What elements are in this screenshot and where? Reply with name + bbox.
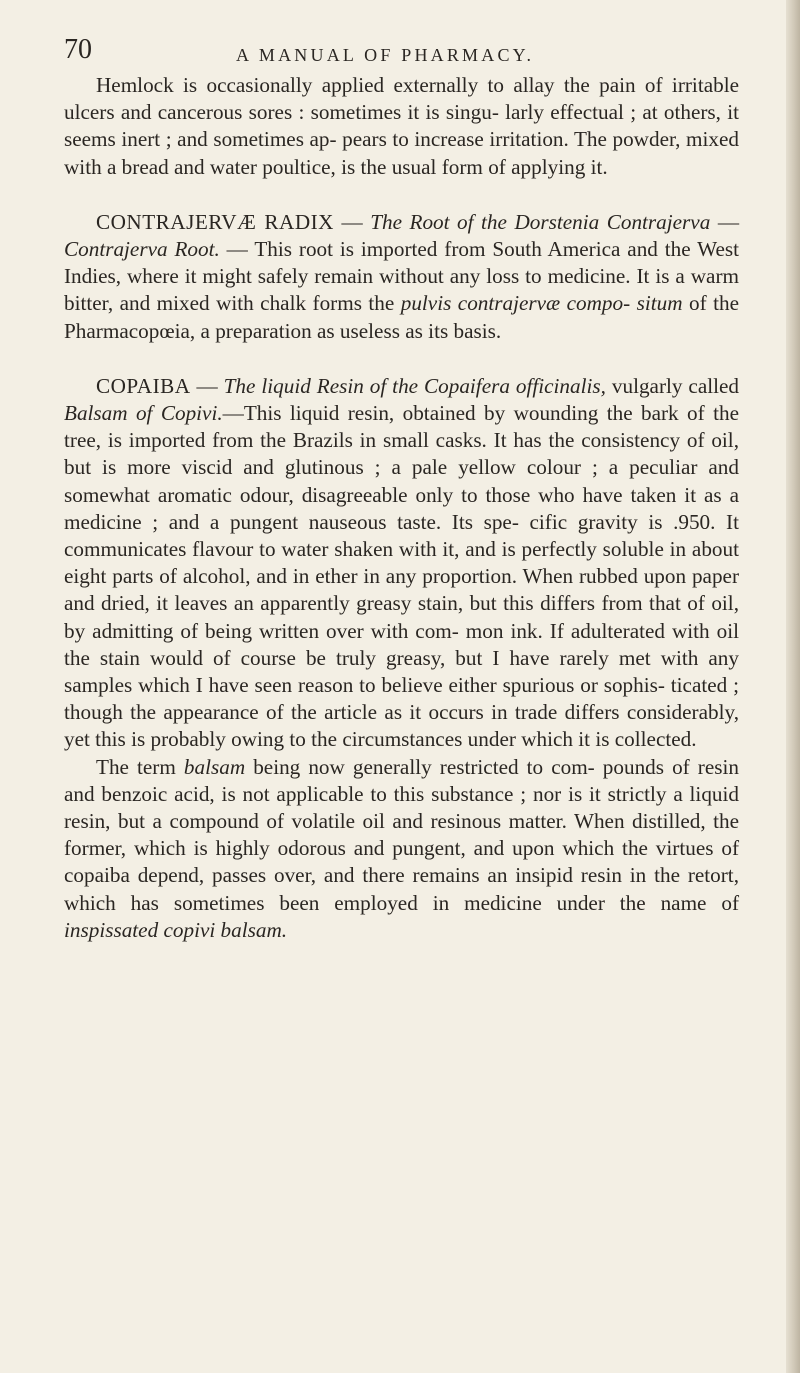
balsam-part-1: The term [96,754,184,779]
copaiba-common-name: Balsam of Copivi. [64,401,223,426]
copaiba-entry [64,373,739,754]
hemlock-paragraph: Hemlock is occasionally applied externally to allay the pain of irritable ulcers and cancerous sores : sometimes it is singu- larly effectual ; at others, it seems inert ; and sometimes ap- pears to increase irritation. The powder, mixed with a bread and water poultice, is the usual form of applying it. [64,73,739,179]
contrajerva-latin-title: The Root of the Dorstenia Contrajerva [370,209,711,234]
balsam-part-2: being now generally restricted to com- pounds of resin and benzoic acid, is not applicable to this substance ; nor is it strictly a liquid resin, but a compound of volatile oil and resinous matter. When distilled, the former, which is highly odorous and pungent, and upon which the virtues of copaiba depend, passes over, and there remains an insipid resin in the retort, which has sometimes been employed in medicine under the name of [64,754,739,915]
contrajerva-sep-1: — [710,209,740,234]
contrajerva-body-1: This root is imported from South America and the West Indies, where it might safely remain without any loss to medicine. It is a warm bitter, and mixed with chalk forms the [64,237,739,316]
running-title: A MANUAL OF PHARMACY. [236,45,535,65]
page-number: 70 [64,34,92,65]
page-header [64,28,739,72]
copaiba-vulgarly: vulgarly called [605,373,740,398]
copaiba-title: The liquid Resin of the Copaifera officinalis, [223,373,606,398]
book-page [64,28,739,944]
balsam-term: balsam [183,754,246,779]
contrajerva-entry [64,209,739,345]
contrajerva-body-2: of the Pharmacopœia, a preparation as useless as its basis. [64,291,739,343]
contrajerva-dash: — [333,209,371,234]
contrajerva-heading: CONTRAJERVÆ RADIX [96,209,334,234]
page-edge [786,0,800,1373]
contrajerva-latin-preparation: pulvis contrajervæ compo- situm [400,291,683,316]
copaiba-dash: — [190,373,224,398]
copaiba-heading: COPAIBA [96,373,191,398]
contrajerva-english-title: Contrajerva Root. [64,237,220,262]
inspissated-balsam: inspissated copivi balsam. [64,917,288,942]
contrajerva-sep-2: — [219,237,255,262]
copaiba-body: —This liquid resin, obtained by wounding the bark of the tree, is imported from the Brazils in small casks. It has the consistency of oil, but is more viscid and glutinous ; a pale yellow colour ; a peculiar and somewhat aromatic odour, disagreeable only to those who have taken it as a medicine ; and a pungent nauseous taste. Its spe- cific gravity is .950. It communicates flavour to water shaken with it, and is perfectly soluble in about eight parts of alcohol, and in ether in any proportion. When rubbed upon paper and dried, it leaves an apparently greasy stain, but this differs from that of oil, by admitting of being written over with com- mon ink. If adulterated with oil the stain would of course be truly greasy, but I have rarely met with any samples which I have seen reason to believe either spurious or sophis- ticated ; though the appearance of the article as it occurs in trade differs considerably, yet this is probably owing to the circumstances under which it is collected. [64,401,739,752]
balsam-paragraph [64,754,739,944]
